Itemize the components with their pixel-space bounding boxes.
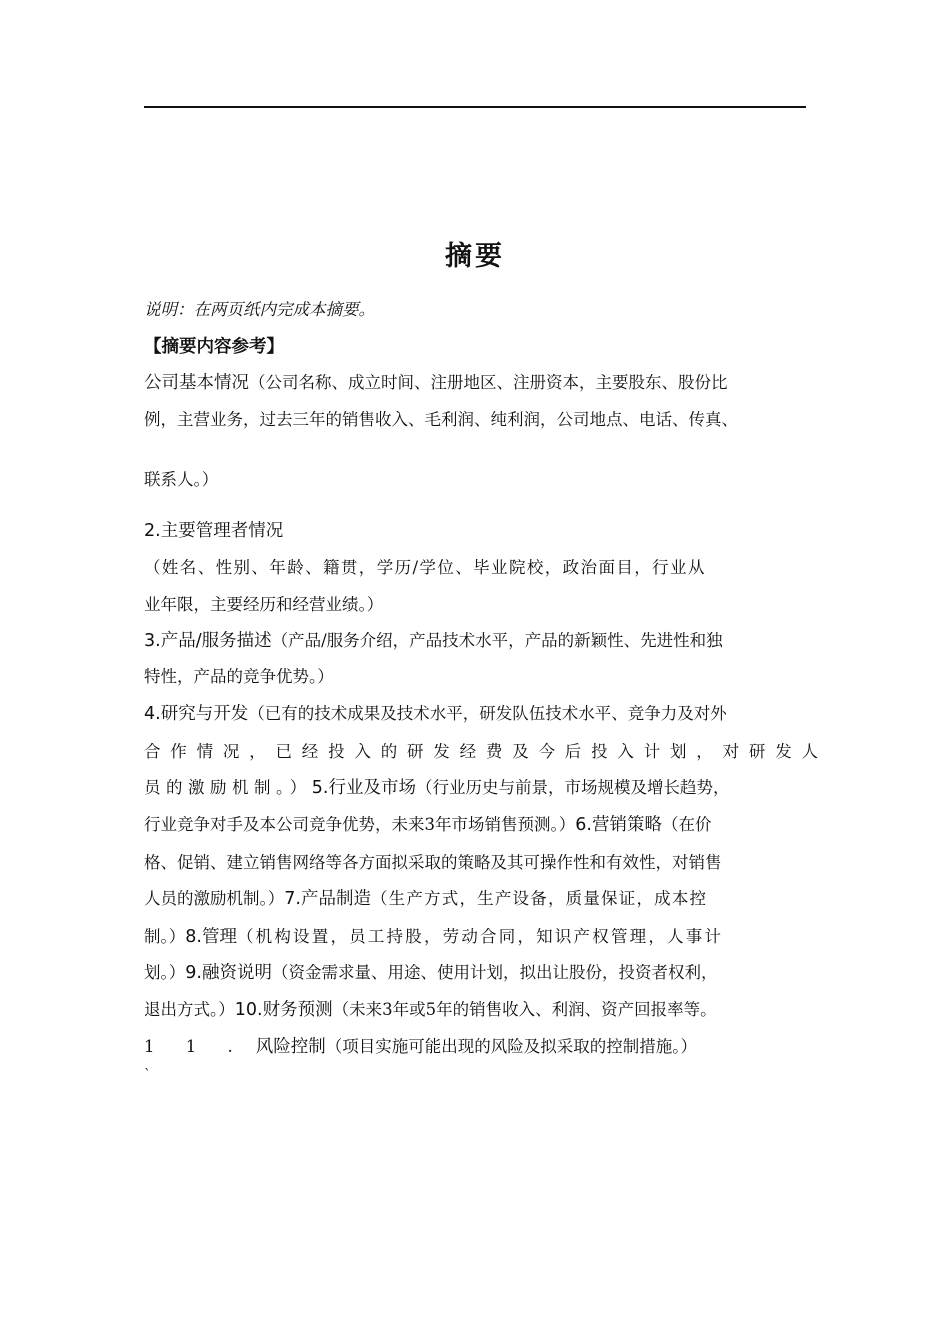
section-3-line-1: 3.产品/服务描述（产品/服务介绍，产品技术水平，产品的新颖性、先进性和独 <box>144 631 723 651</box>
section-6-7-line: 人员的激励机制。）7.产品制造（生产方式，生产设备，质量保证，成本控 <box>144 889 708 909</box>
section-1-line-3: 联系人。） <box>144 470 219 489</box>
section-4-line-1: 4.研究与开发（已有的技术成果及技术水平，研发队伍技术水平、竞争力及对外 <box>144 704 727 724</box>
instruction-note: 说明：在两页纸内完成本摘要。 <box>144 300 375 319</box>
section-7-heading: 7.产品制造 <box>284 889 371 909</box>
section-4-5-line: 员的激励机制。）5.行业及市场（行业历史与前景，市场规模及增长趋势， <box>144 778 730 798</box>
section-2-line-1: （姓名、性别、年龄、籍贯，学历/学位、毕业院校，政治面目，行业从 <box>144 558 706 577</box>
section-9-10-line: 退出方式。）10.财务预测（未来3年或5年的销售收入、利润、资产回报率等。 <box>144 1000 717 1020</box>
section-3-heading: 3.产品/服务描述 <box>144 631 272 651</box>
section-5-heading: 5.行业及市场 <box>311 778 416 798</box>
section-2-line-2: 业年限，主要经历和经营业绩。） <box>144 595 384 614</box>
section-4-line-2: 合作情况，已经投入的研发经费及今后投入计划，对研发人 <box>144 742 828 761</box>
section-2-heading: 2.主要管理者情况 <box>144 521 284 541</box>
section-7-8-line: 制。）8.管理（机构设置，员工持股，劳动合同，知识产权管理，人事计 <box>144 927 724 947</box>
section-11-heading: 风险控制 <box>255 1037 326 1057</box>
section-1-line-2: 例，主营业务，过去三年的销售收入、毛利润、纯利润，公司地点、电话、传真、 <box>144 410 738 429</box>
section-8-9-line: 划。）9.融资说明（资金需求量、用途、使用计划，拟出让股份，投资者权利， <box>144 963 718 983</box>
section-6-line-2: 格、促销、建立销售网络等各方面拟采取的策略及其可操作性和有效性，对销售 <box>144 853 722 872</box>
section-4-heading: 4.研究与开发 <box>144 704 249 724</box>
page-title: 摘要 <box>445 241 505 272</box>
section-11-number: 1 1 . <box>144 1037 246 1056</box>
section-1-line-1: 公司基本情况（公司名称、成立时间、注册地区、注册资本，主要股东、股份比 <box>144 373 728 393</box>
section-10-heading: 10.财务预测 <box>234 1000 333 1020</box>
section-8-heading: 8.管理 <box>185 927 237 947</box>
header-rule <box>144 106 806 108</box>
section-9-heading: 9.融资说明 <box>185 963 272 983</box>
section-6-heading: 6.营销策略 <box>575 815 662 835</box>
section-11-line: 1 1 . 风险控制（项目实施可能出现的风险及拟采取的控制措施。） <box>144 1037 697 1057</box>
section-3-line-2: 特性，产品的竞争优势。） <box>144 667 334 686</box>
section-5-line-2: 行业竞争对手及本公司竞争优势，未来3年市场销售预测。）6.营销策略（在价 <box>144 815 712 835</box>
trailing-mark: ` <box>144 1067 151 1083</box>
section-1-heading: 公司基本情况 <box>144 373 249 393</box>
reference-heading: 【摘要内容参考】 <box>144 337 284 357</box>
